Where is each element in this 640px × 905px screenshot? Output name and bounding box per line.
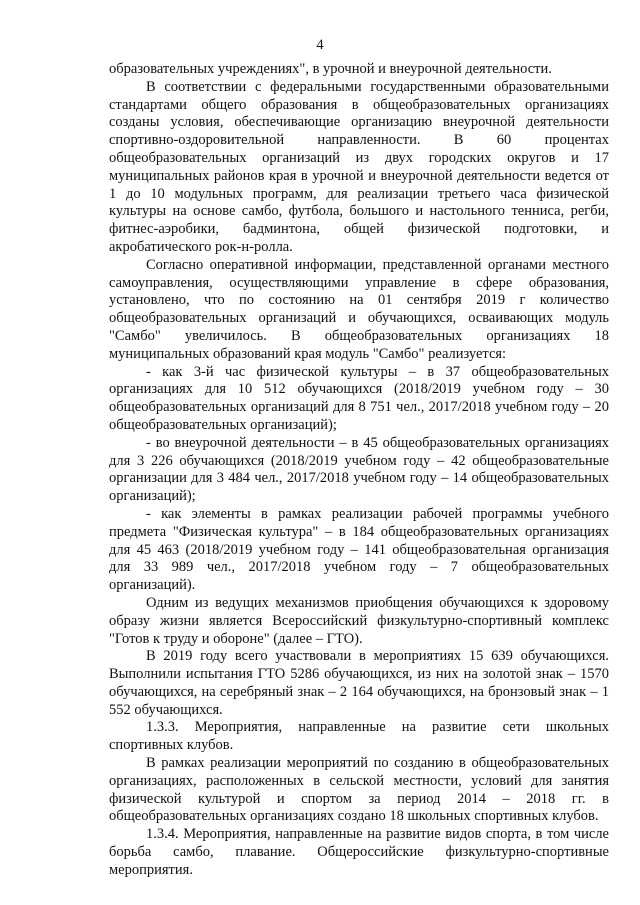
list-item-third-hour: - как 3-й час физической культуры – в 37 общеобразовательных организациях для 10 512 обучающихся (2018/2019 учебном году – 30 общеобразовательных организаций для 8 751 чел., 2017/2018 учебном году – 20 общеобразовательных организаций); xyxy=(109,363,609,433)
list-item-pe-elements: - как элементы в рамках реализации рабочей программы учебного предмета "Физическая культура" – в 184 общеобразовательных организациях для 45 463 (2018/2019 учебном году – 141 общеобразовательная организация для 33 989 чел., 2017/2018 учебном году – 7 общеобразовательных организаций). xyxy=(109,505,609,594)
section-heading-1-3-3: 1.3.3. Мероприятия, направленные на развитие сети школьных спортивных клубов. xyxy=(109,719,609,754)
page-number: 4 xyxy=(316,37,324,53)
paragraph-gto-intro: Одним из ведущих механизмов приобщения обучающихся к здоровому образу жизни является Всероссийский физкультурно-спортивный комплекс "Готов к труду и обороне" (далее – ГТО). xyxy=(109,594,609,647)
paragraph-sambo-module: Согласно оперативной информации, представленной органами местного самоуправления, осуществляющими управление в сфере образования, установлено, что по состоянию на 01 сентября 2019 г количество общеобразовательных организаций и обучающихся, осваивающих модуль "Самбо" увеличилось. В общеобразовательных организациях 18 муниципальных образований края модуль "Самбо" реализуется: xyxy=(109,256,609,362)
document-body xyxy=(109,61,609,880)
section-heading-1-3-4: 1.3.4. Мероприятия, направленные на развитие видов спорта, в том числе борьба самбо, плавание. Общероссийские физкультурно-спортивные мероприятия. xyxy=(109,826,609,878)
list-item-extracurricular: - во внеурочной деятельности – в 45 общеобразовательных организациях для 3 226 обучающихся (2018/2019 учебном году – 42 общеобразовательные организации для 3 484 чел., 2017/2018 учебном году – 14 общеобразовательных организаций); xyxy=(109,434,609,505)
paragraph-fgos-conditions: В соответствии с федеральными государственными образовательными стандартами общего образования в общеобразовательных организациях созданы условия, обеспечивающие организацию внеурочной деятельности спортивно-оздоровительной направленности. В 60 процентах общеобразовательных организаций из двух городских округов и 17 муниципальных районов края в урочной и внеурочной деятельности ведется от 1 до 10 модульных программ, для реализации третьего часа физической культуры на основе самбо, футбола, большого и настольного тенниса, регби, фитнес-аэробики, бадминтона, общей физической подготовки, и акробатического рок-н-ролла. xyxy=(109,78,609,255)
paragraph-rural-clubs: В рамках реализации мероприятий по созданию в общеобразовательных организациях, расположенных в сельской местности, условий для занятия физической культурой и спортом за период 2014 – 2018 гг. в общеобразовательных организациях создано 18 школьных спортивных клубов. xyxy=(109,755,609,825)
paragraph-continuation: образовательных учреждениях", в урочной и внеурочной деятельности. xyxy=(109,61,552,77)
paragraph-gto-2019: В 2019 году всего участвовали в мероприятиях 15 639 обучающихся. Выполнили испытания ГТО 5286 обучающихся, из них на золотой знак – 1570 обучающихся, на серебряный знак – 2 164 обучающихся, на бронзовый знак – 1 552 обучающихся. xyxy=(109,648,609,718)
